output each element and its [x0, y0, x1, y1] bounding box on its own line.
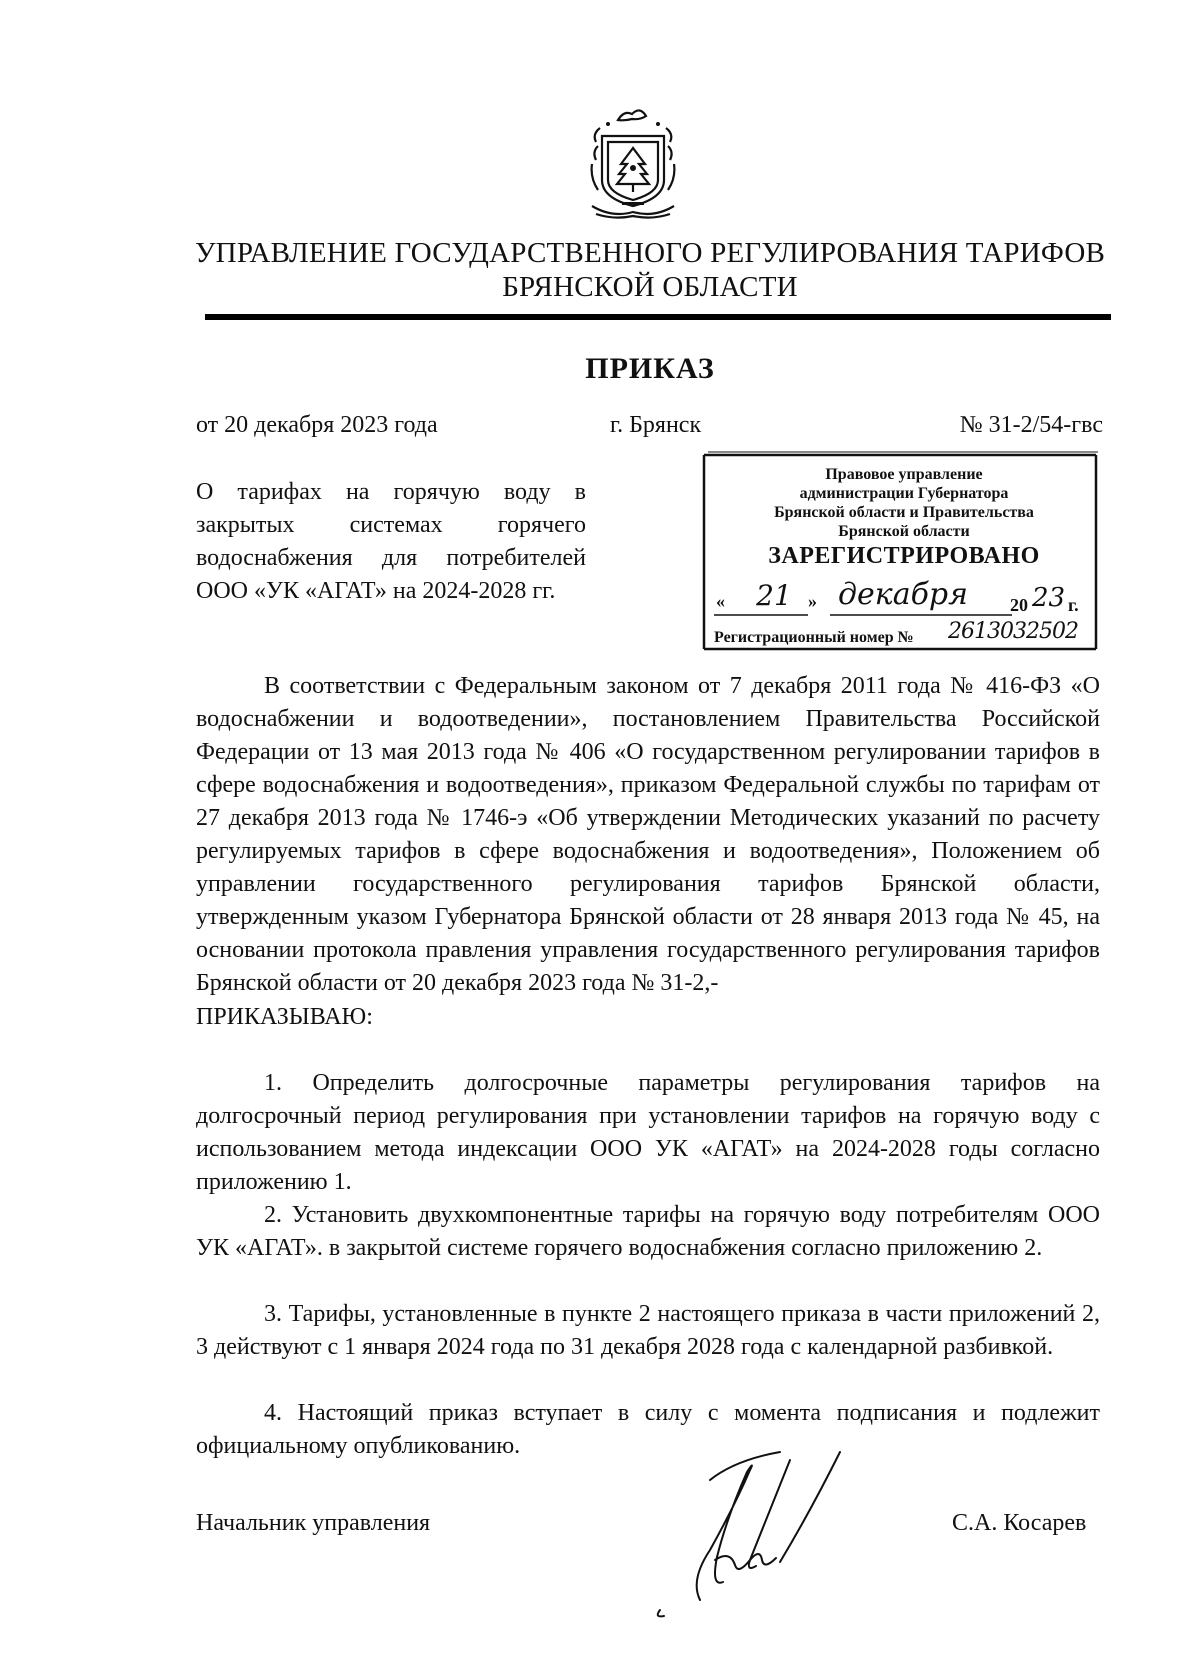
stamp-line-1: Правовое управление: [825, 466, 983, 483]
stamp-line-4: Брянской области: [838, 523, 970, 540]
handwritten-signature: [640, 1450, 880, 1620]
stamp-day: 21: [756, 579, 792, 612]
order-item-4: 4. Настоящий приказ вступает в силу с момента подписания и подлежит официальному опубликованию.: [196, 1400, 1100, 1459]
stamp-quote-close: »: [808, 591, 817, 611]
order-word: ПРИКАЗЫВАЮ:: [196, 1004, 373, 1030]
stamp-date-underline: [712, 613, 1096, 617]
stamp-line-2: администрации Губернатора: [799, 485, 1009, 502]
stamp-year-suffix: 23: [1032, 583, 1066, 613]
coat-of-arms-icon: [578, 106, 688, 224]
document-date: от 20 декабря 2023 года: [196, 412, 438, 438]
order-item-3: 3. Тарифы, установленные в пункте 2 настоящего приказа в части приложений 2, 3 действуют с 1 января 2024 года по 31 декабря 2028 года с календарной разбивкой.: [196, 1301, 1100, 1360]
agency-line-1: УПРАВЛЕНИЕ ГОСУДАРСТВЕННОГО РЕГУЛИРОВАНИЯ ТАРИФОВ: [194, 237, 1106, 269]
agency-line-2: БРЯНСКОЙ ОБЛАСТИ: [502, 271, 798, 303]
order-item-2: 2. Установить двухкомпонентные тарифы на горячую воду потребителям ООО УК «АГАТ». в закрытой системе горячего водоснабжения согласно приложению 2.: [196, 1202, 1100, 1261]
document-subject: О тарифах на горячую воду в закрытых системах горячего водоснабжения для потребителей ООО «УК «АГАТ» на 2024-2028 гг.: [196, 479, 586, 604]
stamp-reg-number: 2613032502: [948, 619, 1078, 644]
document-city: г. Брянск: [610, 412, 702, 438]
stamp-reg-label: Регистрационный номер №: [714, 629, 914, 646]
document-title: ПРИКАЗ: [585, 352, 715, 385]
document-number: № 31-2/54-гвс: [959, 412, 1103, 438]
registration-stamp: [698, 451, 1100, 653]
stamp-month: декабря: [838, 577, 968, 612]
header-divider: [205, 314, 1111, 320]
signatory-role: Начальник управления: [196, 1510, 431, 1536]
stamp-quote-open: «: [716, 591, 725, 611]
stamp-line-3: Брянской области и Правительства: [774, 504, 1034, 521]
stamp-year-prefix: 20: [1010, 595, 1028, 615]
preamble-paragraph: В соответствии с Федеральным законом от 7 декабря 2011 года № 416-ФЗ «О водоснабжении и водоотведении», постановлением Правительства Российской Федерации от 13 мая 2013 года № 406 «О государственном регулировании тарифов в сфере водоснабжения и водоотведения», приказом Федеральной службы по тарифам от 27 декабря 2013 года № 1746-э «Об утверждении Методических указаний по расчету регулируемых тарифов в сфере водоснабжения и водоотведения», Положением об управлении государственного регулирования тарифов Брянской области, утвержденным указом Губернатора Брянской области от 28 января 2013 года № 45, на основании протокола правления управления государственного регулирования тарифов Брянской области от 20 декабря 2023 года № 31-2,-: [196, 673, 1100, 996]
signatory-name: С.А. Косарев: [952, 1510, 1087, 1536]
stamp-registered: ЗАРЕГИСТРИРОВАНО: [768, 543, 1040, 569]
agency-name: [150, 236, 1150, 304]
stamp-year-tail: г.: [1068, 595, 1079, 615]
order-item-1: 1. Определить долгосрочные параметры регулирования тарифов на долгосрочный период регулирования при установлении тарифов на горячую воду с использованием метода индексации ООО УК «АГАТ» на 2024-2028 годы согласно приложению 1.: [196, 1070, 1100, 1195]
